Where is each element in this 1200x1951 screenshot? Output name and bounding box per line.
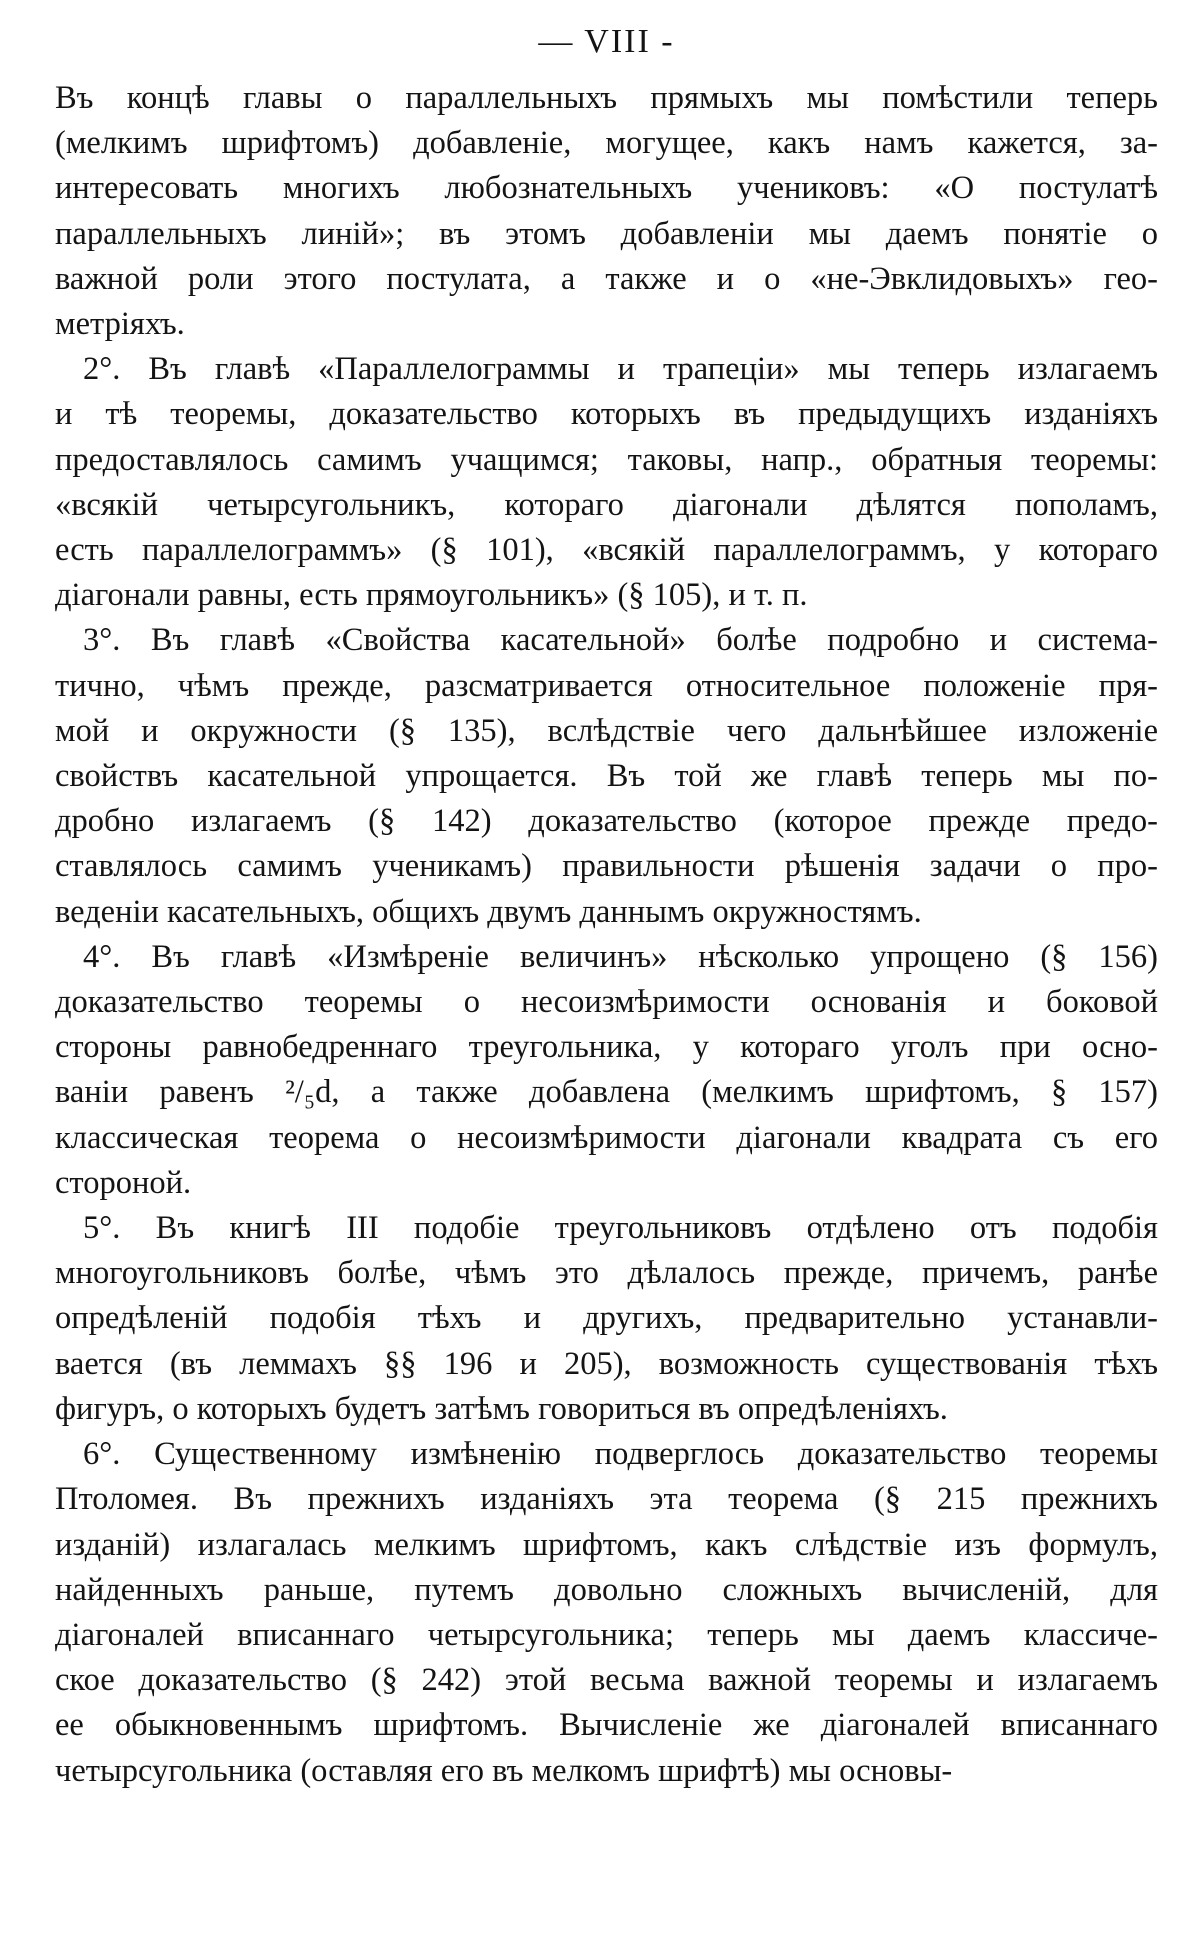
text-line: параллельныхъ линій»; въ этомъ добавленіи мы даемъ понятіе о xyxy=(55,212,1158,257)
text-line: стороны равнобедреннаго треугольника, у котораго уголъ при осно- xyxy=(55,1025,1158,1070)
page-body xyxy=(55,76,1158,1794)
text-line: (мелкимъ шрифтомъ) добавленіе, могущее, какъ намъ кажется, за- xyxy=(55,121,1158,166)
text-line: изданій) излагалась мелкимъ шрифтомъ, какъ слѣдствіе изъ формулъ, xyxy=(55,1523,1158,1568)
text-line: свойствъ касательной упрощается. Въ той же главѣ теперь мы по- xyxy=(55,754,1158,799)
text-line: ставлялось самимъ ученикамъ) правильности рѣшенія задачи о про- xyxy=(55,844,1158,889)
text-line: метріяхъ. xyxy=(55,302,1158,347)
text-line: многоугольниковъ болѣе, чѣмъ это дѣлалось прежде, причемъ, ранѣе xyxy=(55,1251,1158,1296)
text-line: доказательство теоремы о несоизмѣримости основанія и боковой xyxy=(55,980,1158,1025)
text-line: классическая теорема о несоизмѣримости діагонали квадрата съ его xyxy=(55,1116,1158,1161)
paragraph-p5 xyxy=(55,1206,1158,1432)
paragraph-p2 xyxy=(55,347,1158,618)
text-line: 2°. Въ главѣ «Параллелограммы и трапеціи» мы теперь излагаемъ xyxy=(55,347,1158,392)
paragraph-p4 xyxy=(55,935,1158,1206)
text-line: ское доказательство (§ 242) этой весьма важной теоремы и излагаемъ xyxy=(55,1658,1158,1703)
text-line: мой и окружности (§ 135), вслѣдствіе чего дальнѣйшее изложеніе xyxy=(55,709,1158,754)
text-line: Въ концѣ главы о параллельныхъ прямыхъ мы помѣстили теперь xyxy=(55,76,1158,121)
book-page xyxy=(0,0,1200,1951)
text-line: фигуръ, о которыхъ будетъ затѣмъ говориться въ опредѣленіяхъ. xyxy=(55,1387,1158,1432)
text-line: вается (въ леммахъ §§ 196 и 205), возможность существованія тѣхъ xyxy=(55,1342,1158,1387)
text-line: дробно излагаемъ (§ 142) доказательство (которое прежде предо- xyxy=(55,799,1158,844)
text-line: 4°. Въ главѣ «Измѣреніе величинъ» нѣсколько упрощено (§ 156) xyxy=(55,935,1158,980)
page-number-header: — VIII - xyxy=(55,22,1158,62)
text-line: Птоломея. Въ прежнихъ изданіяхъ эта теорема (§ 215 прежнихъ xyxy=(55,1477,1158,1522)
text-line: ваніи равенъ ²/₅d, а также добавлена (мелкимъ шрифтомъ, § 157) xyxy=(55,1070,1158,1115)
text-line: интересовать многихъ любознательныхъ учениковъ: «О постулатѣ xyxy=(55,166,1158,211)
text-line: тично, чѣмъ прежде, разсматривается относительное положеніе пря- xyxy=(55,664,1158,709)
text-line: четырсугольника (оставляя его въ мелкомъ шрифтѣ) мы основы- xyxy=(55,1749,1158,1794)
text-line: предоставлялось самимъ учащимся; таковы, напр., обратныя теоремы: xyxy=(55,438,1158,483)
text-line: 6°. Существенному измѣненію подверглось доказательство теоремы xyxy=(55,1432,1158,1477)
text-line: опредѣленій подобія тѣхъ и другихъ, предварительно устанавли- xyxy=(55,1296,1158,1341)
paragraph-p6 xyxy=(55,1432,1158,1794)
text-line: 3°. Въ главѣ «Свойства касательной» болѣе подробно и система- xyxy=(55,618,1158,663)
text-line: стороной. xyxy=(55,1161,1158,1206)
text-line: есть параллелограммъ» (§ 101), «всякій параллелограммъ, у котораго xyxy=(55,528,1158,573)
paragraph-p3 xyxy=(55,618,1158,934)
text-line: 5°. Въ книгѣ III подобіе треугольниковъ отдѣлено отъ подобія xyxy=(55,1206,1158,1251)
text-line: и тѣ теоремы, доказательство которыхъ въ предыдущихъ изданіяхъ xyxy=(55,392,1158,437)
text-line: найденныхъ раньше, путемъ довольно сложныхъ вычисленій, для xyxy=(55,1568,1158,1613)
text-line: важной роли этого постулата, а также и о «не-Эвклидовыхъ» гео- xyxy=(55,257,1158,302)
paragraph-intro xyxy=(55,76,1158,347)
text-line: «всякій четырсугольникъ, котораго діагонали дѣлятся пополамъ, xyxy=(55,483,1158,528)
text-line: діагоналей вписаннаго четырсугольника; теперь мы даемъ классиче- xyxy=(55,1613,1158,1658)
text-line: ее обыкновеннымъ шрифтомъ. Вычисленіе же діагоналей вписаннаго xyxy=(55,1703,1158,1748)
text-line: діагонали равны, есть прямоугольникъ» (§ 105), и т. п. xyxy=(55,573,1158,618)
text-line: веденіи касательныхъ, общихъ двумъ даннымъ окружностямъ. xyxy=(55,890,1158,935)
